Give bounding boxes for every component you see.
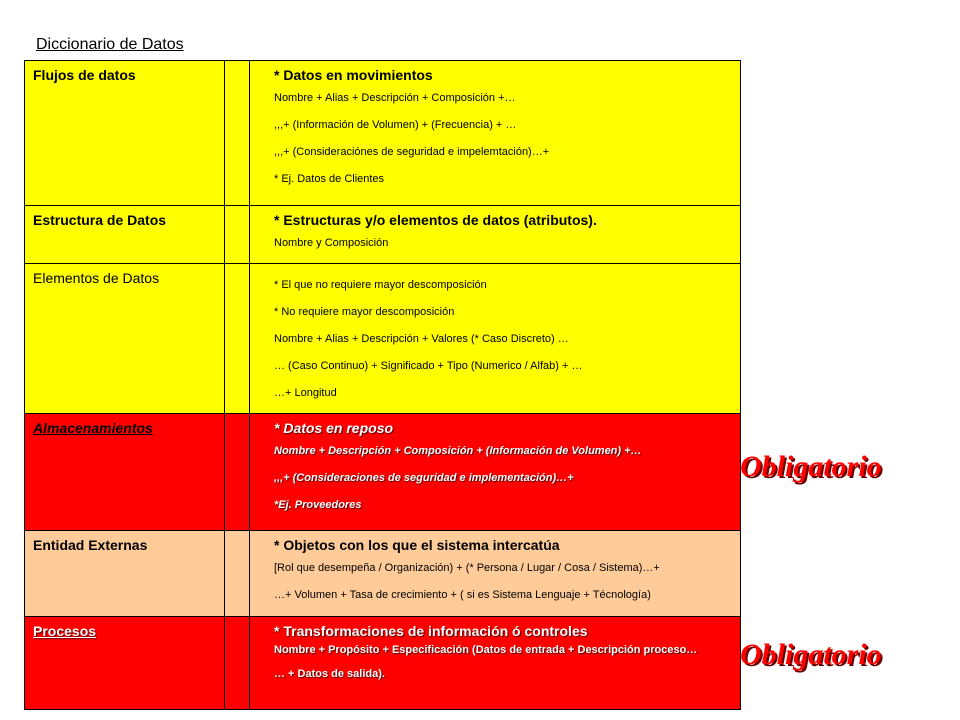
- row-almacenamientos: [25, 414, 741, 531]
- desc-line: …+ Longitud: [274, 387, 337, 399]
- desc-line: Nombre + Descripción + Composición + (Información de Volumen) +…: [274, 445, 642, 457]
- cell-spacer: [225, 414, 250, 531]
- row-name: Almacenamientos: [33, 420, 153, 436]
- cell-name: [25, 414, 225, 531]
- desc-line: * Ej. Datos de Clientes: [274, 173, 385, 185]
- cell-desc: [250, 617, 741, 710]
- row-head: * Datos en reposo: [274, 420, 394, 436]
- data-dictionary-table: [24, 60, 741, 710]
- row-name: Elementos de Datos: [33, 270, 160, 286]
- cell-name: [25, 617, 225, 710]
- row-entidad: [25, 531, 741, 617]
- desc-line: … + Datos de salida).: [274, 668, 385, 680]
- desc-line: ,,,+ (Consideraciones de seguridad e implementación)…+: [274, 472, 574, 484]
- cell-spacer: [225, 61, 250, 206]
- page-title: Diccionario de Datos: [36, 36, 184, 53]
- row-name: Estructura de Datos: [33, 212, 167, 228]
- desc-line: *Ej. Proveedores: [274, 499, 362, 511]
- row-head: * Transformaciones de información ó controles: [274, 623, 588, 639]
- row-name: Entidad Externas: [33, 537, 148, 553]
- cell-name: [25, 531, 225, 617]
- desc-line: …+ Volumen + Tasa de crecimiento + ( si es Sistema Lenguaje + Técnología): [274, 589, 651, 601]
- cell-spacer: [225, 617, 250, 710]
- cell-desc: [250, 264, 741, 414]
- desc-line: … (Caso Continuo) + Significado + Tipo (Numerico / Alfab) + …: [274, 360, 583, 372]
- row-name: Flujos de datos: [33, 67, 136, 83]
- cell-name: [25, 264, 225, 414]
- desc-line: Nombre + Alias + Descripción + Composición +…: [274, 92, 516, 104]
- row-elementos: [25, 264, 741, 414]
- row-head: * Objetos con los que el sistema intercatúa: [274, 537, 560, 553]
- desc-line: Nombre y Composición: [274, 237, 389, 249]
- cell-spacer: [225, 264, 250, 414]
- cell-name: [25, 206, 225, 264]
- cell-desc: [250, 206, 741, 264]
- row-estructura: [25, 206, 741, 264]
- cell-spacer: [225, 206, 250, 264]
- obligatorio-label: Obligatorio: [740, 638, 882, 671]
- row-procesos: [25, 617, 741, 710]
- desc-line: * El que no requiere mayor descomposición: [274, 279, 487, 291]
- cell-desc: [250, 61, 741, 206]
- row-head: * Estructuras y/o elementos de datos (atributos).: [274, 212, 597, 228]
- cell-name: [25, 61, 225, 206]
- desc-line: [Rol que desempeña / Organización) + (* Persona / Lugar / Cosa / Sistema)…+: [274, 562, 660, 574]
- obligatorio-label: Obligatorio: [740, 450, 882, 483]
- cell-desc: [250, 531, 741, 617]
- desc-line: Nombre + Propósito + Especificación (Datos de entrada + Descripción proceso…: [274, 644, 698, 656]
- row-flujos: [25, 61, 741, 206]
- cell-desc: [250, 414, 741, 531]
- desc-line: ,,,+ (Consideraciónes de seguridad e impelemtación)…+: [274, 146, 550, 158]
- row-name: Procesos: [33, 623, 97, 639]
- desc-line: Nombre + Alias + Descripción + Valores (* Caso Discreto) …: [274, 333, 569, 345]
- row-head: * Datos en movimientos: [274, 67, 433, 83]
- cell-spacer: [225, 531, 250, 617]
- desc-line: * No requiere mayor descomposición: [274, 306, 455, 318]
- desc-line: ,,,+ (Información de Volumen) + (Frecuencia) + …: [274, 119, 517, 131]
